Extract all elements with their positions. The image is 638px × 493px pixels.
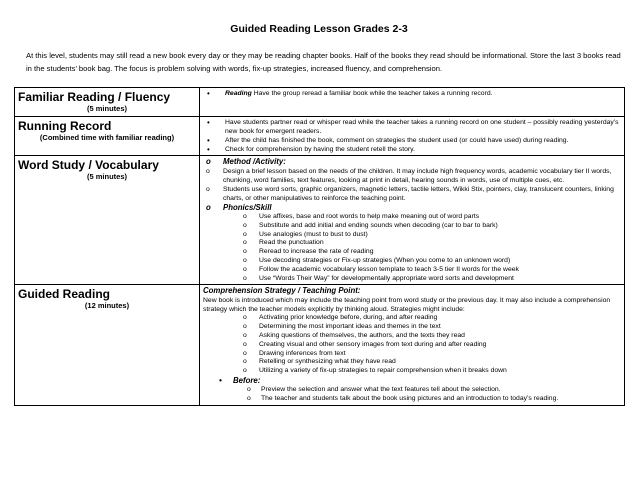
running-right-cell: [200, 117, 625, 156]
section-title: Word Study / Vocabulary: [18, 158, 159, 172]
list-item: [203, 145, 621, 154]
section-title: Guided Reading: [18, 287, 111, 302]
list-item: o The teacher and students talk about the book using pictures and an introduction to today’s reading.: [247, 394, 559, 402]
table-row: [15, 88, 625, 117]
document-title: Guided Reading Lesson Grades 2-3: [230, 23, 408, 35]
section-title: Familiar Reading / Fluency: [18, 90, 171, 104]
bullet-icon: •: [207, 118, 210, 127]
circle-bullet-icon: o: [243, 367, 247, 375]
circle-bullet-icon: o: [206, 203, 211, 212]
circle-bullet-icon: o: [243, 265, 247, 273]
guided-left-cell: [15, 285, 200, 405]
list-item: o Students use word sorts, graphic organizers, magnetic letters, tactile letters, Wikki Stix, pointers, clay, translucent counters, linking charts, or other manipulatives to reinforce the teaching point.: [206, 186, 614, 202]
list-item: o Use affixes, base and root words to help make meaning out of word parts: [243, 213, 480, 220]
table-row: [15, 156, 625, 285]
before-heading: • Before:: [219, 375, 261, 385]
bullet-icon: •: [207, 145, 210, 154]
running-left-cell: [15, 117, 200, 156]
table-row: [15, 117, 625, 156]
bullet-heading: Reading: [225, 90, 252, 97]
circle-bullet-icon: o: [243, 213, 247, 220]
list-item: o Use decoding strategies or Fix-up strategies (When you come to an unknown word): [243, 256, 511, 264]
circle-bullet-icon: o: [206, 186, 210, 193]
circle-bullet-icon: o: [243, 331, 247, 339]
circle-bullet-icon: o: [243, 230, 247, 238]
circle-bullet-icon: o: [243, 256, 247, 264]
circle-bullet-icon: o: [247, 394, 251, 402]
table-row: [15, 285, 625, 405]
section-time: (5 minutes): [86, 104, 127, 113]
list-item: o Reread to increase the rate of reading: [243, 248, 374, 256]
circle-bullet-icon: o: [243, 221, 247, 229]
list-item: o Activating prior knowledge before, during, and after reading: [243, 314, 438, 322]
list-item: o Determining the most important ideas and themes in the text: [243, 323, 441, 331]
section-time: (12 minutes): [84, 301, 130, 311]
bullet-text: After the child has finished the book, comment on strategies the student used (or could have used) during reading.: [225, 137, 569, 144]
method-heading: o Method /Activity:: [206, 157, 286, 166]
bullet-text: Have the group reread a familiar book while the teacher takes a running record.: [251, 90, 493, 97]
circle-bullet-icon: o: [243, 248, 247, 256]
list-item: o Utilizing a variety of fix-up strategies to repair comprehension when it breaks down: [243, 367, 507, 375]
list-item: o Asking questions of themselves, the authors, and the texts they read: [243, 331, 465, 339]
familiar-right-cell: [200, 88, 625, 117]
list-item: [203, 89, 621, 98]
list-item: o Creating visual and other sensory images from text during and after reading: [243, 340, 487, 348]
bullet-icon: •: [219, 375, 222, 385]
list-item: o Read the punctuation: [243, 239, 324, 247]
comprehension-text: New book is introduced which may include the teaching point from word study or the previous day. It may also include a comprehension strategy which the teacher models explicitly by thinking aloud. Strategies might include:: [203, 297, 611, 314]
bullet-text: Check for comprehension by having the student retell the story.: [225, 146, 415, 153]
circle-bullet-icon: o: [243, 314, 247, 322]
list-item: o Use “Words Their Way” for developmentally appropriate word sorts and development: [243, 274, 514, 282]
guided-right-cell: [200, 285, 625, 405]
list-item: [203, 118, 621, 136]
list-item: o Design a brief lesson based on the needs of the children. It may include high frequency words, academic vocabulary tier II words, chunking, word families, text features, looking at print in detail, hearing sounds in words, use of multiple cues, etc.: [206, 168, 612, 184]
lesson-table: [14, 87, 625, 406]
circle-bullet-icon: o: [243, 349, 247, 357]
bullet-icon: •: [207, 89, 210, 98]
circle-bullet-icon: o: [243, 323, 247, 331]
circle-bullet-icon: o: [243, 239, 247, 247]
word-left-cell: [15, 156, 200, 285]
bullet-icon: •: [207, 136, 210, 145]
list-item: o Use analogies (must to bust to dust): [243, 230, 368, 238]
circle-bullet-icon: o: [206, 168, 210, 175]
circle-bullet-icon: o: [247, 385, 251, 393]
familiar-left-cell: [15, 88, 200, 117]
list-item: o Substitute and add initial and ending sounds when decoding (car to bar to bark): [243, 221, 498, 229]
section-time: (5 minutes): [86, 172, 127, 181]
circle-bullet-icon: o: [243, 358, 247, 366]
circle-bullet-icon: o: [243, 340, 247, 348]
list-item: o Follow the academic vocabulary lesson template to teach 3-5 tier II words for the week: [243, 265, 519, 273]
comprehension-heading: Comprehension Strategy / Teaching Point:: [203, 286, 361, 296]
intro-paragraph: At this level, students may still read a new book every day or they may be reading chapter books. Half of the books they read should be informational. Store the last 3 books read in the students’ book bag. The focus is problem solving with words, fix-up strategies, increased fluency, and comprehension.: [26, 51, 621, 73]
circle-bullet-icon: o: [206, 157, 211, 166]
section-time: (Combined time with familiar reading): [39, 133, 175, 142]
circle-bullet-icon: o: [243, 274, 247, 282]
word-right-cell: [200, 156, 625, 285]
phonics-heading: o Phonics/Skill: [206, 203, 272, 212]
list-item: o Retelling or synthesizing what they have read: [243, 358, 396, 366]
list-item: [203, 136, 621, 145]
list-item: o Drawing inferences from text: [243, 349, 346, 357]
section-title: Running Record: [18, 119, 112, 133]
bullet-text: Have students partner read or whisper read while the teacher takes a running record on one student – possibly reading yesterday’s new book for emergent readers.: [225, 119, 619, 135]
list-item: o Preview the selection and answer what the text features tell about the selection.: [247, 385, 501, 393]
